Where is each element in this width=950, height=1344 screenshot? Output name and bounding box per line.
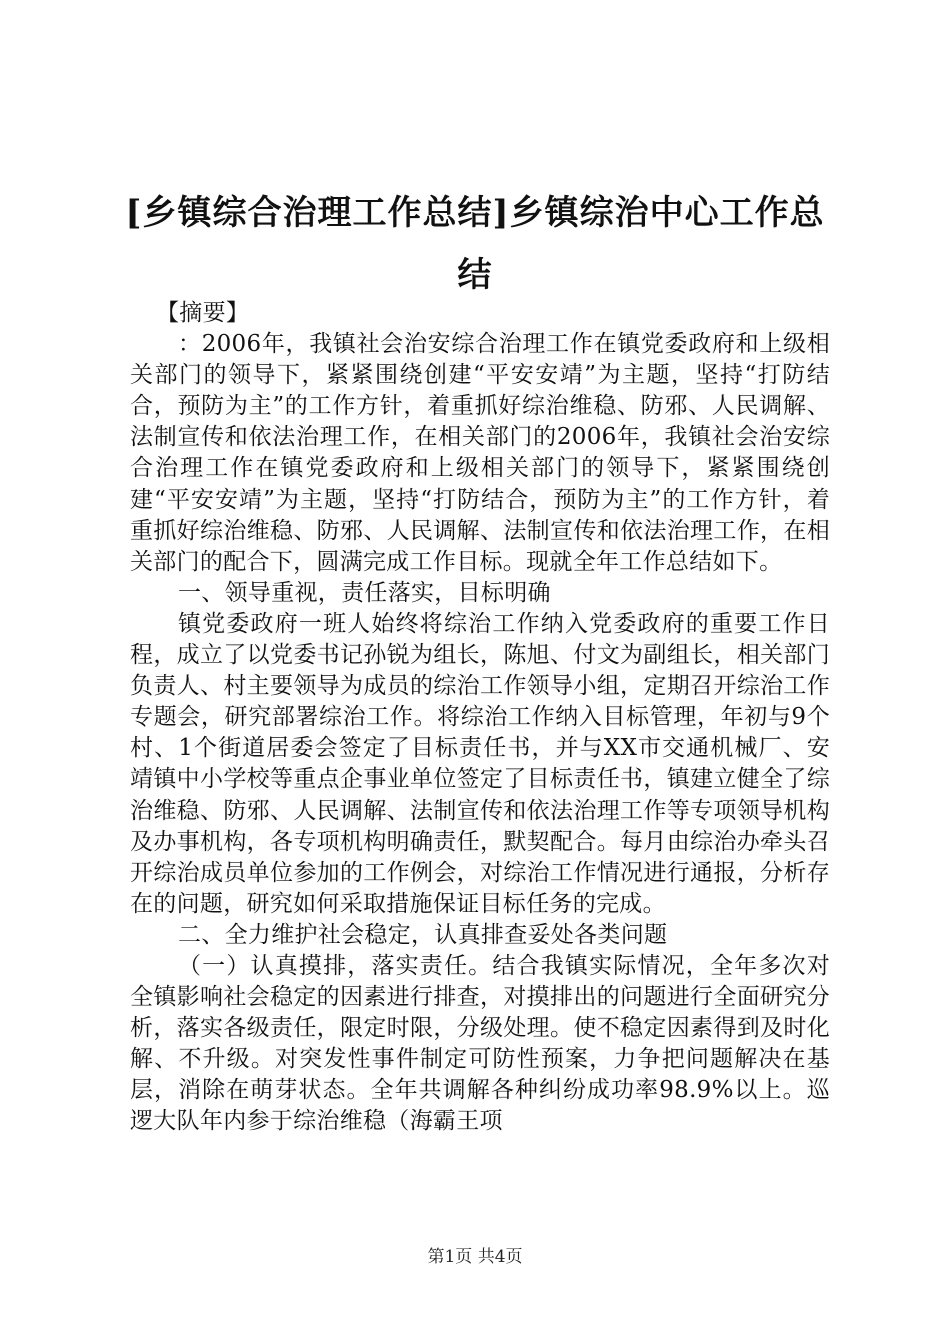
document-title: [乡镇综合治理工作总结]乡镇综治中心工作总结 xyxy=(125,193,825,295)
document-body xyxy=(130,298,830,1138)
abstract-paragraph: ：2006年，我镇社会治安综合治理工作在镇党委政府和上级相关部门的领导下，紧紧围绕创建“平安安靖”为主题，坚持“打防结合，预防为主”的工作方针，着重抓好综治维稳、防邪、人民调解、法制宣传和依法治理工作，在相关部门的2006年，我镇社会治安综合治理工作在镇党委政府和上级相关部门的领导下，紧紧围绕创建“平安安靖”为主题，坚持“打防结合，预防为主”的工作方针，着重抓好综治维稳、防邪、人民调解、法制宣传和依法治理工作，在相关部门的配合下，圆满完成工作目标。现就全年工作总结如下。 xyxy=(130,331,830,575)
abstract-label: 【摘要】 xyxy=(156,300,250,326)
section-heading-1: 一、领导重视，责任落实，目标明确 xyxy=(178,579,551,606)
section-2-paragraph: （一）认真摸排，落实责任。结合我镇实际情况，全年多次对全镇影响社会稳定的因素进行排查，对摸排出的问题进行全面研究分析，落实各级责任，限定时限，分级处理。使不稳定因素得到及时化解、不升级。对突发性事件制定可防性预案，力争把问题解决在基层，消除在萌芽状态。全年共调解各种纠纷成功率98.9%以上。巡逻大队年内参于综治维稳（海霸王项 xyxy=(130,952,830,1135)
section-heading-2: 二、全力维护社会稳定，认真排查妥处各类问题 xyxy=(178,921,668,948)
section-1-paragraph: 镇党委政府一班人始终将综治工作纳入党委政府的重要工作日程，成立了以党委书记孙锐为组长，陈旭、付文为副组长，相关部门负责人、村主要领导为成员的综治工作领导小组，定期召开综治工作专题会，研究部署综治工作。将综治工作纳入目标管理，年初与9个村、1个街道居委会签定了目标责任书，并与XX市交通机械厂、安靖镇中小学校等重点企事业单位签定了目标责任书，镇建立健全了综治维稳、防邪、人民调解、法制宣传和依法治理工作等专项领导机构及办事机构，各专项机构明确责任，默契配合。每月由综治办牵头召开综治成员单位参加的工作例会，对综治工作情况进行通报，分析存在的问题，研究如何采取措施保证目标任务的完成。 xyxy=(130,610,830,917)
page-number-footer: 第1页 共4页 xyxy=(427,1247,523,1267)
